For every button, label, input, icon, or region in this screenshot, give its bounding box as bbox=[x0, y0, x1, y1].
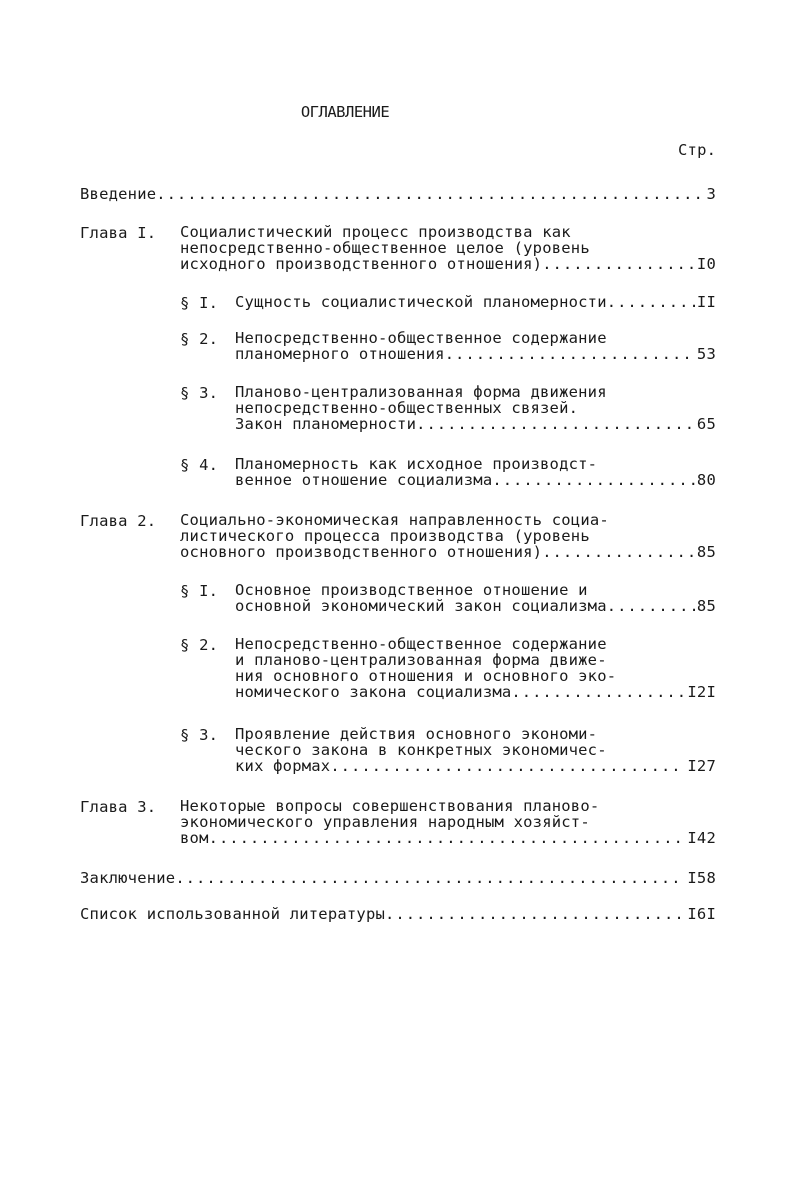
leader-dots bbox=[607, 598, 695, 614]
leader-dots bbox=[416, 416, 695, 432]
leader-dots bbox=[511, 684, 685, 700]
entry-page: II bbox=[696, 293, 716, 311]
entry-title-last: исходного производственного отношения) bbox=[180, 255, 543, 273]
chapter-label: Глава 2. bbox=[80, 512, 157, 530]
section-mark: § 3. bbox=[180, 726, 219, 744]
leader-dots bbox=[385, 906, 685, 922]
entry-page: I2I bbox=[687, 683, 716, 701]
entry-page: I58 bbox=[687, 869, 716, 887]
toc-entry-section[interactable] bbox=[235, 330, 716, 362]
entry-page: I6I bbox=[687, 905, 716, 923]
leader-dots bbox=[607, 294, 695, 310]
entry-title-last: ких формах bbox=[235, 757, 331, 775]
leader-dots bbox=[492, 472, 695, 488]
entry-title: Введение bbox=[80, 185, 157, 203]
entry-title-last: планомерного отношения bbox=[235, 345, 445, 363]
entry-line: Непосредственно-общественное содержание bbox=[235, 329, 607, 347]
entry-title-last: номического закона социализма bbox=[235, 683, 512, 701]
chapter-label: Глава I. bbox=[80, 224, 157, 242]
toc-entry-conclusion[interactable] bbox=[80, 870, 716, 886]
entry-page: I27 bbox=[687, 757, 716, 775]
entry-line: и планово-централизованная форма движе- bbox=[235, 651, 607, 669]
entry-line: Планово-централизованная форма движения bbox=[235, 383, 607, 401]
toc-entry-chapter-2[interactable] bbox=[180, 512, 716, 560]
entry-line: Некоторые вопросы совершенствования планово- bbox=[180, 797, 600, 815]
entry-line: непосредственно-общественных связей. bbox=[235, 399, 579, 417]
entry-line: листического процесса производства (уровень bbox=[180, 527, 590, 545]
toc-heading: ОГЛАВЛЕНИЕ bbox=[300, 103, 390, 121]
leader-dots bbox=[445, 346, 695, 362]
entry-line: ния основного отношения и основного эко- bbox=[235, 667, 617, 685]
entry-line: экономического управления народным хозяйст- bbox=[180, 813, 590, 831]
toc-entry-section[interactable] bbox=[235, 384, 716, 432]
entry-line: Проявление действия основного экономи- bbox=[235, 725, 598, 743]
entry-line: непосредственно-общественное целое (уровень bbox=[180, 239, 590, 257]
entry-page: 53 bbox=[696, 345, 716, 363]
section-mark: § I. bbox=[180, 582, 219, 600]
section-mark: § 2. bbox=[180, 636, 219, 654]
toc-entry-literature[interactable] bbox=[80, 906, 716, 922]
section-mark: § 4. bbox=[180, 456, 219, 474]
entry-title-last: вом bbox=[180, 829, 209, 847]
section-mark: § 2. bbox=[180, 330, 219, 348]
leader-dots bbox=[209, 830, 686, 846]
entry-page: 65 bbox=[696, 415, 716, 433]
entry-title-last: венное отношение социализма bbox=[235, 471, 493, 489]
entry-line: Непосредственно-общественное содержание bbox=[235, 635, 607, 653]
entry-line: Социально-экономическая направленность социа- bbox=[180, 511, 609, 529]
entry-page: 85 bbox=[696, 597, 716, 615]
toc-entry-chapter-1[interactable] bbox=[180, 224, 716, 272]
entry-page: 85 bbox=[696, 543, 716, 561]
leader-dots bbox=[542, 256, 695, 272]
entry-title-last: Закон планомерности bbox=[235, 415, 417, 433]
leader-dots bbox=[330, 758, 685, 774]
toc-entry-section[interactable] bbox=[235, 726, 716, 774]
toc-entry-section[interactable] bbox=[235, 636, 716, 700]
toc-entry-section[interactable] bbox=[235, 294, 716, 310]
entry-line: Планомерность как исходное производст- bbox=[235, 455, 598, 473]
toc-entry-section[interactable] bbox=[235, 456, 716, 488]
leader-dots bbox=[156, 186, 704, 202]
leader-dots bbox=[542, 544, 695, 560]
entry-line: Социалистический процесс производства как bbox=[180, 223, 571, 241]
entry-page: 3 bbox=[706, 185, 716, 203]
section-mark: § 3. bbox=[180, 384, 219, 402]
entry-title-last: Сущность социалистической планомерности bbox=[235, 293, 607, 311]
chapter-label: Глава 3. bbox=[80, 798, 157, 816]
toc-entry-intro[interactable] bbox=[80, 186, 716, 202]
entry-title-last: основного производственного отношения) bbox=[180, 543, 543, 561]
leader-dots bbox=[175, 870, 685, 886]
entry-page: I0 bbox=[696, 255, 716, 273]
page-column-label: Стр. bbox=[678, 141, 717, 159]
entry-title: Список использованной литературы bbox=[80, 905, 386, 923]
section-mark: § I. bbox=[180, 294, 219, 312]
entry-page: 80 bbox=[696, 471, 716, 489]
entry-title-last: основной экономический закон социализма bbox=[235, 597, 607, 615]
entry-title: Заключение bbox=[80, 869, 176, 887]
entry-line: ческого закона в конкретных экономичес- bbox=[235, 741, 607, 759]
toc-entry-chapter-3[interactable] bbox=[180, 798, 716, 846]
entry-page: I42 bbox=[687, 829, 716, 847]
entry-line: Основное производственное отношение и bbox=[235, 581, 588, 599]
toc-entry-section[interactable] bbox=[235, 582, 716, 614]
